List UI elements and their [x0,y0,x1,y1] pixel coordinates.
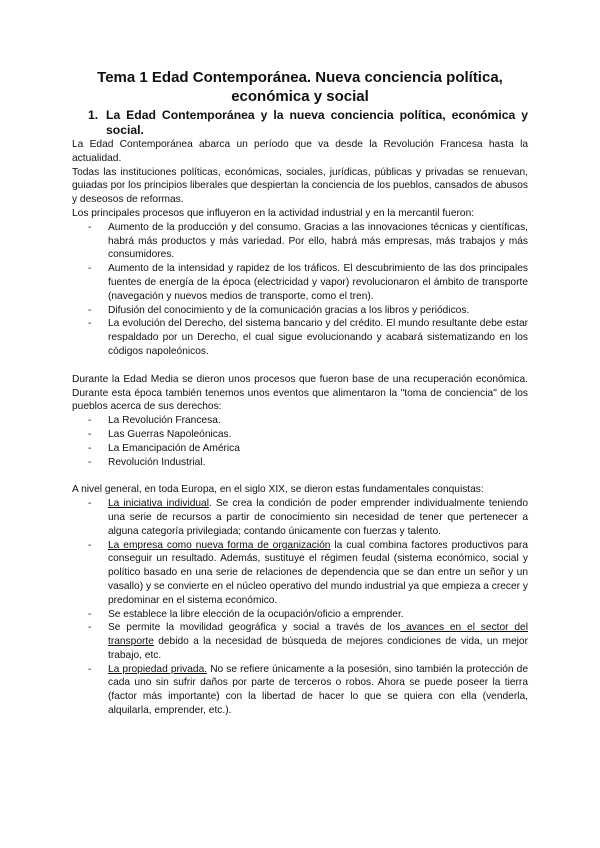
spacer [72,359,528,373]
paragraph-processes-intro: Los principales procesos que influyeron en la actividad industrial y en la mercantil fueron: [72,207,475,219]
list-item [88,456,528,470]
list-bullet: - [88,663,92,675]
term-description: debido a la necesidad de búsqueda de mejores condiciones de vida, un mejor trabajo, etc. [108,636,528,661]
list-bullet: - [88,428,92,440]
list-item [88,608,528,622]
list-item-text: La evolución del Derecho, del sistema bancario y del crédito. El mundo resultante debe estar respaldado por un Derecho, el cual sigue evolucionando y acabará sistematizando en los códigos napoleónicos. [108,318,528,357]
list-bullet: - [88,304,92,316]
list-bullet: - [88,442,92,454]
list-bullet: - [88,263,92,275]
list-item [88,539,528,608]
list-bullet: - [88,456,92,468]
underlined-term: La propiedad privada. [108,663,208,675]
list-item-text [108,497,528,538]
list-item-text: Las Guerras Napoleónicas. [108,428,232,440]
processes-list [72,221,528,359]
list-item [88,663,528,718]
list-item-text [108,539,528,608]
section-number: 1. [88,108,99,122]
list-item-text: Aumento de la intensidad y rapidez de los tráficos. El descubrimiento de las dos principales fuentes de energía de la época (electricidad y vapor) revolucionaron el ámbito de transporte (navegación y nuevos medios de transporte, como el tren). [108,263,528,302]
list-bullet: - [88,498,92,510]
list-item [88,414,528,428]
section-heading [88,108,528,138]
paragraph-conquests-intro: A nivel general, en toda Europa, en el siglo XIX, se dieron estas fundamentales conquistas: [72,484,484,496]
section-heading-text: La Edad Contemporánea y la nueva conciencia política, económica y social. [106,108,528,137]
list-item [88,497,528,538]
list-bullet: - [88,539,92,551]
conquests-list [72,497,528,718]
list-bullet: - [88,622,92,634]
list-item [88,442,528,456]
list-item-text: Aumento de la producción y del consumo. Gracias a las innovaciones técnicas y científicas, habrá más productos y más variedad. Por ello, habrá más empresas, más trabajos y más consumidores. [108,221,528,261]
list-item-text: Se establece la libre elección de la ocupación/oficio a emprender. [108,608,404,620]
list-item-text [108,663,528,718]
paragraph-institutions: Todas las instituciones políticas, económicas, sociales, jurídicas, públicas y privadas se renuevan, guiadas por los principios liberales que despiertan la conciencia de los pueblos, cansados de abusos y deseosos de reformas. [72,166,528,206]
underlined-term: La iniciativa individual [108,498,209,510]
spacer [72,469,528,483]
term-description: Se permite la movilidad geográfica y social a través de los [108,622,401,634]
list-item [88,428,528,442]
underlined-term: avances en el sector del transporte [108,622,528,648]
list-item [88,221,528,262]
list-bullet: - [88,415,92,427]
events-list [72,414,528,469]
paragraph-middle-ages: Durante la Edad Media se dieron unos procesos que fueron base de una recuperación económica. Durante esta época también tenemos unos eventos que alimentaron la "toma de conciencia" de los pueblos acerca de sus derechos: [72,373,528,413]
underlined-term: La empresa como nueva forma de organización [108,539,331,551]
document-title: Tema 1 Edad Contemporánea. Nueva conciencia política, económica y social [97,69,503,105]
list-item [88,262,528,303]
list-item-text: La Revolución Francesa. [108,415,221,427]
list-bullet: - [88,221,92,233]
term-description: No se refiere únicamente a la posesión, sino también la protección de cada uno sin sufrir daños por parte de terceros o robos. Ahora se puede poseer la tierra (factor más importante) con la libertad de hacer lo que se quiera con ella (venderla, alquilarla, emprender, etc.). [108,663,528,717]
paragraph-intro: La Edad Contemporánea abarca un período que va desde la Revolución Francesa hasta la actualidad. [72,139,528,164]
list-item [88,304,528,318]
term-description: . Se crea la condición de poder emprender individualmente teniendo una serie de recursos a partir de conocimiento sin necesidad de tener que pertenecer a alguna categoría privilegiada; contando únicamente con fuerzas y talento. [108,498,528,537]
list-item [88,621,528,662]
list-item-text: Revolución Industrial. [108,456,206,468]
list-bullet: - [88,318,92,330]
term-description: la cual combina factores productivos para conseguir un resultado. Además, sustituye el régimen feudal (sistema económico, social y político basado en una serie de relaciones de dependencia que se dan entre un señor y un vasallo) y se convierte en el núcleo operativo del mundo industrial ya que empieza a crecer y predominar en el sistema económico. [108,539,528,606]
list-bullet: - [88,608,92,620]
list-item [88,317,528,358]
list-item-text: La Emancipación de América [108,442,240,454]
list-item-text: Difusión del conocimiento y de la comunicación gracias a los libros y periódicos. [108,304,470,316]
list-item-text [108,621,528,662]
